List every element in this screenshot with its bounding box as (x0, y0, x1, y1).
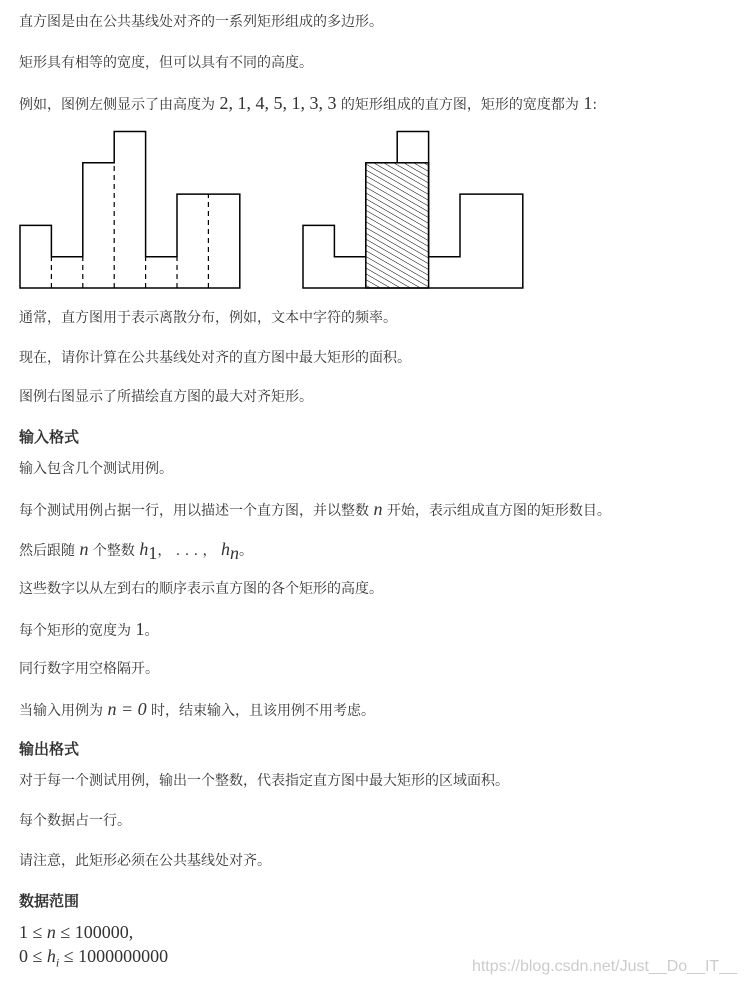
math: n (46, 922, 56, 942)
math: 2, 1, 4, 5, 1, 3, 3 (219, 93, 337, 113)
text: 当输入用例为 (19, 703, 108, 719)
left-histogram (20, 132, 240, 289)
histogram-outline (20, 132, 240, 289)
largest-rectangle (366, 163, 429, 288)
input-l6: 同行数字用空格隔开。 (19, 661, 159, 677)
text: 个整数 (88, 543, 140, 559)
range-n (19, 922, 133, 942)
math: n (373, 499, 383, 519)
input-l7 (19, 699, 375, 721)
text: 的矩形组成的直方图，矩形的宽度都为 (336, 97, 584, 113)
text: : (592, 97, 598, 113)
math: 1 (583, 93, 593, 113)
input-heading: 输入格式 (19, 428, 80, 446)
math-sub: i (55, 955, 60, 970)
intro-p3 (19, 93, 597, 115)
range-heading: 数据范围 (19, 892, 80, 910)
watermark: https://blog.csdn.net/Just__Do__IT__ (471, 958, 737, 975)
text: 每个矩形的宽度为 (19, 623, 136, 639)
right-histogram (303, 132, 523, 289)
desc-p6: 图例右图显示了所描绘直方图的最大对齐矩形。 (19, 389, 313, 405)
input-l3 (19, 539, 253, 563)
intro-p1: 直方图是由在公共基线处对齐的一系列矩形组成的多边形。 (19, 14, 383, 30)
text: 时，结束输入，且该用例不用考虑。 (146, 703, 376, 719)
math: n = 0 (107, 699, 147, 719)
input-l5 (19, 619, 158, 641)
math-sub: n (229, 542, 239, 563)
output-l1: 对于每一个测试用例，输出一个整数，代表指定直方图中最大矩形的区域面积。 (19, 773, 509, 789)
text: 每个测试用例占据一行，用以描述一个直方图，并以整数 (19, 503, 374, 519)
desc-p5: 现在，请你计算在公共基线处对齐的直方图中最大矩形的面积。 (19, 350, 411, 366)
output-l3: 请注意，此矩形必须在公共基线处对齐。 (19, 853, 271, 869)
text: 例如，图例左侧显示了由高度为 (19, 97, 220, 113)
math: ≤ 100000, (55, 922, 134, 942)
text: 。 (144, 623, 159, 639)
math: h (220, 539, 230, 559)
math: 0 ≤ (19, 946, 47, 966)
math: ≤ 1000000000 (59, 946, 169, 966)
text: ， . . . ， (157, 543, 221, 559)
math-sub: 1 (148, 542, 158, 563)
math: 1 ≤ (19, 922, 47, 942)
output-heading: 输出格式 (19, 740, 80, 758)
math: n (79, 539, 89, 559)
text: 然后跟随 (19, 543, 80, 559)
math: h (46, 946, 56, 966)
output-l2: 每个数据占一行。 (19, 813, 131, 829)
math: 1 (135, 619, 145, 639)
input-l4: 这些数字以从左到右的顺序表示直方图的各个矩形的高度。 (19, 581, 383, 597)
histogram-figure (0, 120, 560, 300)
desc-p4: 通常，直方图用于表示离散分布，例如，文本中字符的频率。 (19, 310, 397, 326)
input-l1: 输入包含几个测试用例。 (19, 461, 173, 477)
range-h (19, 946, 168, 973)
text: 开始，表示组成直方图的矩形数目。 (382, 503, 611, 519)
math: h (139, 539, 149, 559)
text: 。 (238, 543, 253, 559)
intro-p2: 矩形具有相等的宽度，但可以具有不同的高度。 (19, 55, 313, 71)
input-l2 (19, 499, 611, 521)
